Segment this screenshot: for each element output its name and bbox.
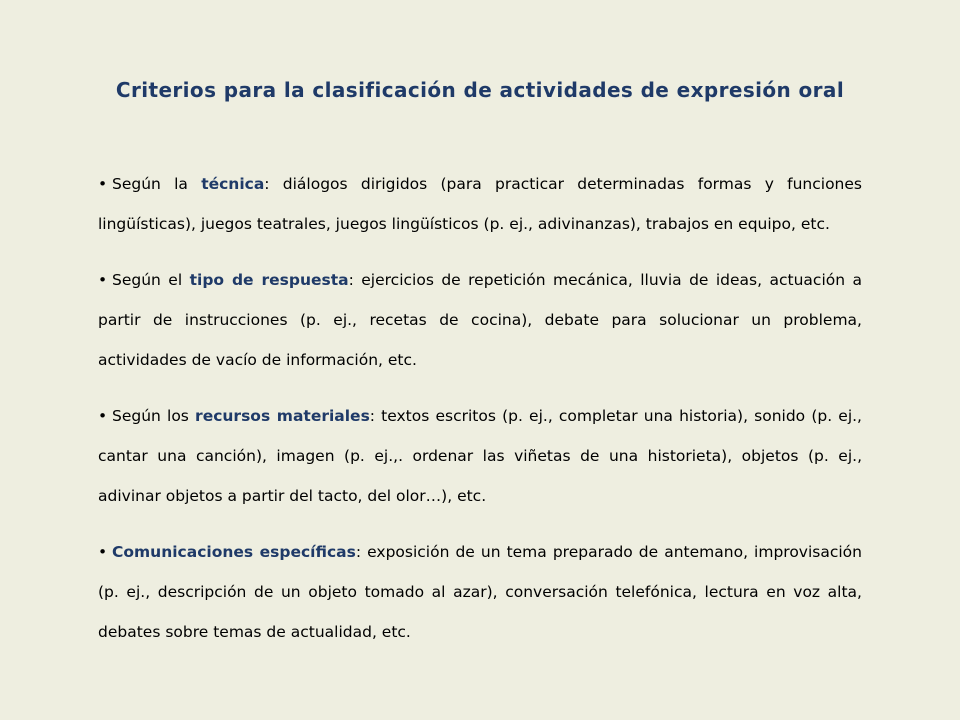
bullet-text: : textos escritos (p. ej., completar una historia), sonido (p. ej., cantar una canción), imagen (p. ej.,. ordenar las viñetas de una historieta), objetos (p. ej., adivinar objetos a partir del tacto, del olor…), etc. [98, 407, 862, 505]
bullet-prefix: Según la [112, 175, 202, 193]
bullet-dot-icon: • [98, 407, 108, 425]
bullet-dot-icon: • [98, 271, 108, 289]
bullet-item-recursos-materiales [98, 396, 862, 516]
bullet-keyword: recursos materiales [195, 407, 370, 425]
bullet-keyword: tipo de respuesta [189, 271, 349, 289]
bullet-text: : diálogos dirigidos (para practicar determinadas formas y funciones lingüísticas), juegos teatrales, juegos lingüísticos (p. ej., adivinanzas), trabajos en equipo, etc. [98, 175, 862, 233]
slide-title: Criterios para la clasificación de actividades de expresión oral [115, 78, 845, 102]
bullet-dot-icon: • [98, 543, 108, 561]
bullet-item-tipo-respuesta [98, 260, 862, 380]
bullet-item-tecnica [98, 164, 862, 244]
bullet-text: : exposición de un tema preparado de antemano, improvisación (p. ej., descripción de un objeto tomado al azar), conversación telefónica, lectura en voz alta, debates sobre temas de actualidad, etc. [98, 543, 862, 641]
bullet-keyword: técnica [201, 175, 265, 193]
bullet-keyword: Comunicaciones específicas [112, 543, 356, 561]
bullet-list [98, 164, 862, 668]
bullet-dot-icon: • [98, 175, 108, 193]
bullet-item-comunicaciones [98, 532, 862, 652]
bullet-text: : ejercicios de repetición mecánica, lluvia de ideas, actuación a partir de instrucciones (p. ej., recetas de cocina), debate para solucionar un problema, actividades de vacío de información, etc. [98, 271, 862, 369]
bullet-prefix: Según el [112, 271, 190, 289]
bullet-prefix: Según los [112, 407, 196, 425]
